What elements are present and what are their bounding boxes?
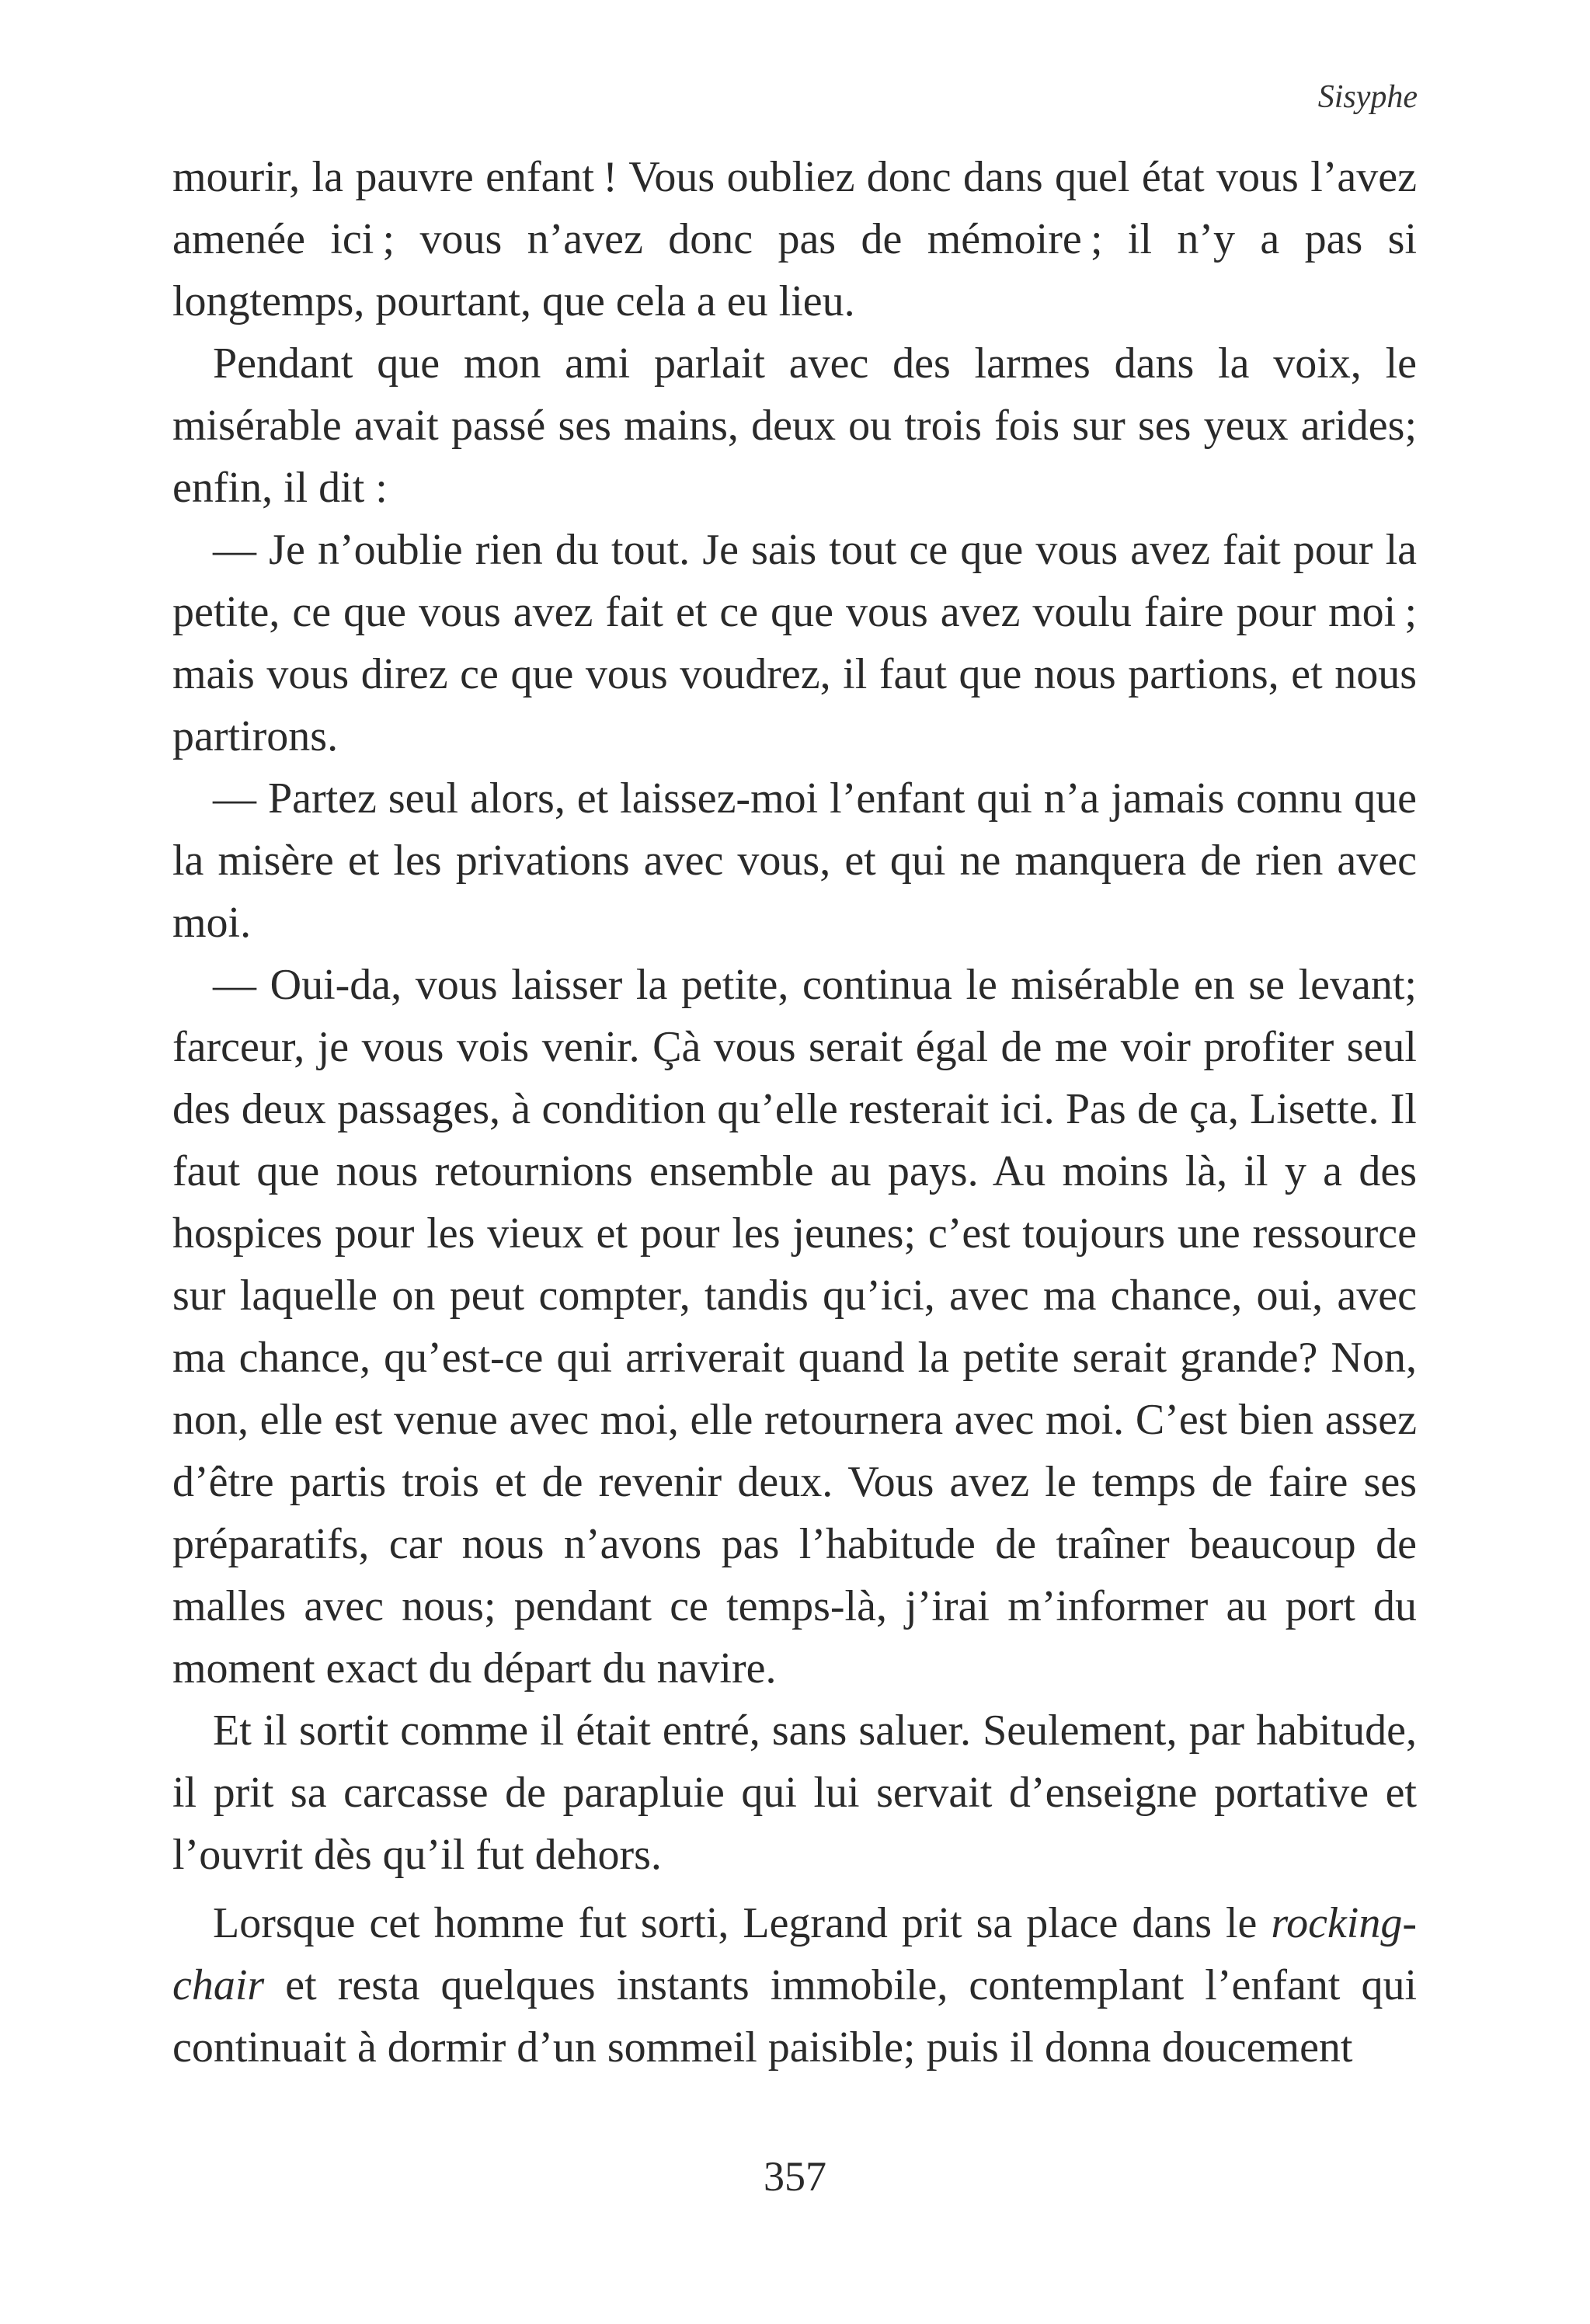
body-text [172,146,1417,2079]
paragraph-2: Pendant que mon ami parlait avec des larmes dans la voix, le misérable avait passé ses mains, deux ou trois fois sur ses yeux arides; enfin, il dit : [172,339,1417,512]
page-number: 357 [764,2153,826,2200]
paragraph-4: — Partez seul alors, et laissez-moi l’enfant qui n’a jamais connu que la misère et les privations avec vous, et qui ne manquera de rien avec moi. [172,774,1417,947]
paragraph-3: — Je n’oublie rien du tout. Je sais tout ce que vous avez fait pour la petite, ce que vous avez fait et ce que vous avez voulu faire pour moi ; mais vous direz ce que vous voudrez, il faut que nous partions, et nous partirons. [172,526,1417,760]
italic-term: rocking-chair [172,1899,1417,2009]
paragraph-1: mourir, la pauvre enfant ! Vous oubliez donc dans quel état vous l’avez amenée ici ; vous n’avez donc pas de mémoire ; il n’y a pas si longtemps, pourtant, que cela a eu lieu. [172,153,1417,325]
paragraph-7-start: Lorsque cet homme fut sorti, Legrand prit sa place dans le [213,1899,1272,1947]
paragraph-7 [172,1892,1417,2079]
paragraph-7-end: et resta quelques instants immobile, contemplant l’enfant qui continuait à dormir d’un sommeil paisible; puis il donna doucement [172,1961,1417,2072]
paragraph-6: Et il sortit comme il était entré, sans saluer. Seulement, par habitude, il prit sa carcasse de parapluie qui lui servait d’enseigne portative et l’ouvrit dès qu’il fut dehors. [172,1706,1417,1879]
running-head: Sisyphe [1317,79,1418,115]
paragraph-5: — Oui-da, vous laisser la petite, continua le misérable en se levant; farceur, je vous vois venir. Çà vous serait égal de me voir profiter seul des deux passages, à condition qu’elle resterait ici. Pas de ça, Lisette. Il faut que nous retournions ensemble au pays. Au moins là, il y a des hospices pour les vieux et pour les jeunes; c’est toujours une ressource sur laquelle on peut compter, tandis qu’ici, avec ma chance, oui, avec ma chance, qu’est-ce qui arriverait quand la petite serait grande? Non, non, elle est venue avec moi, elle retournera avec moi. C’est bien assez d’être partis trois et de revenir deux. Vous avez le temps de faire ses préparatifs, car nous n’avons pas l’habitude de traîner beaucoup de malles avec nous; pendant ce temps-là, j’irai m’informer au port du moment exact du départ du navire. [172,961,1417,1693]
